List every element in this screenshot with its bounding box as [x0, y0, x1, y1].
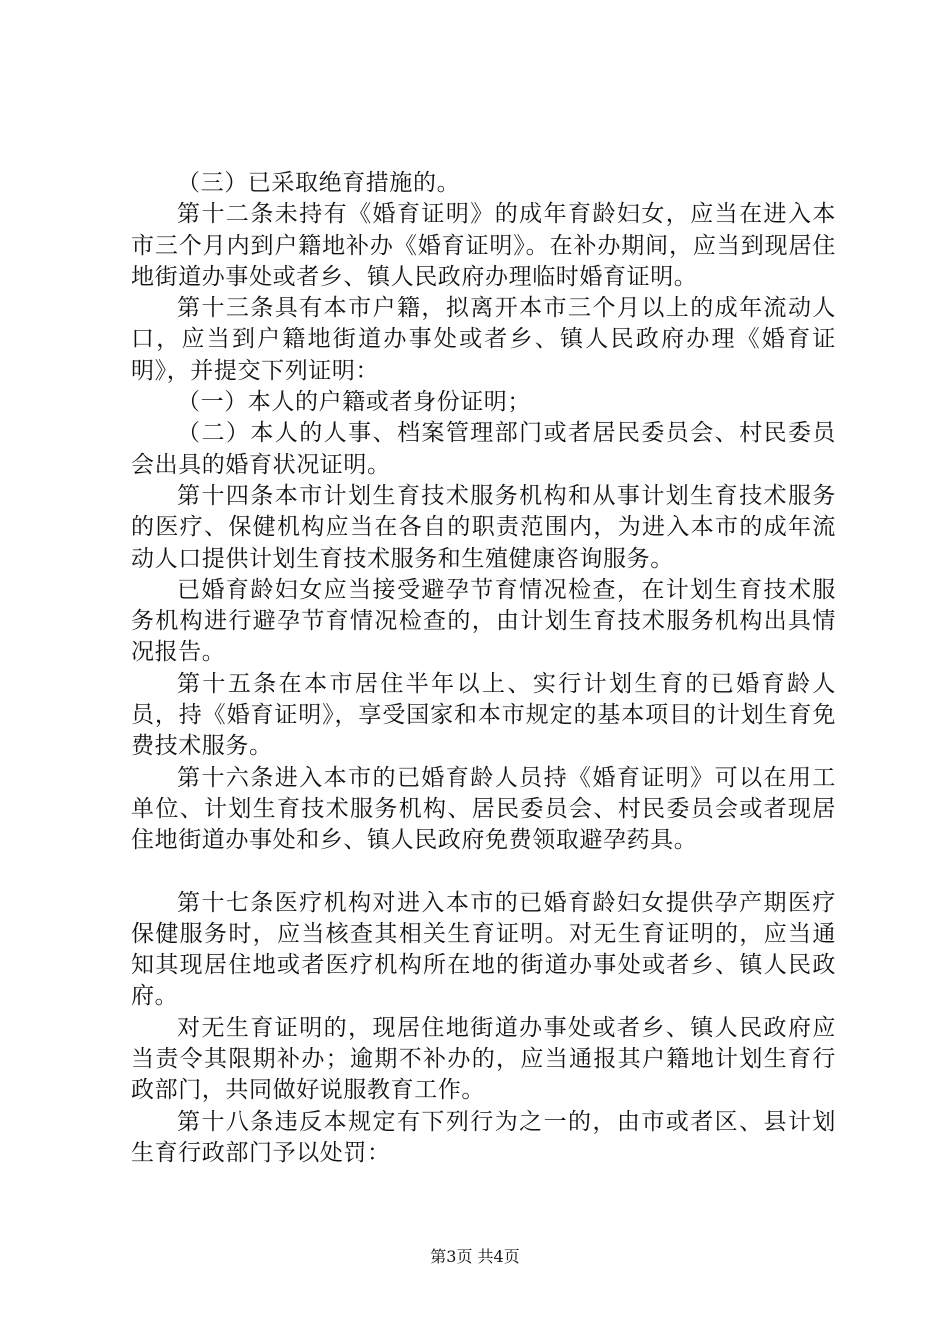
article-14: 第十四条本市计划生育技术服务机构和从事计划生育技术服务的医疗、保健机构应当在各自的职责范围内，为进入本市的成年流动人口提供计划生育技术服务和生殖健康咨询服务。 — [131, 482, 836, 572]
article-13-item-2: （二）本人的人事、档案管理部门或者居民委员会、村民委员会出具的婚育状况证明。 — [131, 420, 836, 478]
article-16: 第十六条进入本市的已婚育龄人员持《婚育证明》可以在用工单位、计划生育技术服务机构、居民委员会、村民委员会或者现居住地街道办事处和乡、镇人民政府免费领取避孕药具。 — [131, 764, 836, 854]
article-12: 第十二条未持有《婚育证明》的成年育龄妇女，应当在进入本市三个月内到户籍地补办《婚育证明》。在补办期间，应当到现居住地街道办事处或者乡、镇人民政府办理临时婚育证明。 — [131, 201, 836, 290]
page-footer: 第3页 共4页 — [430, 1247, 520, 1266]
document-body — [131, 168, 836, 1169]
article-17: 第十七条医疗机构对进入本市的已婚育龄妇女提供孕产期医疗保健服务时，应当核查其相关生育证明。对无生育证明的，应当通知其现居住地或者医疗机构所在地的街道办事处或者乡、镇人民政府。 — [131, 889, 836, 1010]
article-18: 第十八条违反本规定有下列行为之一的，由市或者区、县计划生育行政部门予以处罚： — [131, 1108, 836, 1166]
article-13-item-1: （一）本人的户籍或者身份证明； — [177, 389, 531, 416]
blank-line — [131, 857, 836, 888]
article-17-paragraph-2: 对无生育证明的，现居住地街道办事处或者乡、镇人民政府应当责令其限期补办；逾期不补办的，应当通报其户籍地计划生育行政部门，共同做好说服教育工作。 — [131, 1014, 836, 1104]
article-14-paragraph-2: 已婚育龄妇女应当接受避孕节育情况检查，在计划生育技术服务机构进行避孕节育情况检查的，由计划生育技术服务机构出具情况报告。 — [131, 576, 836, 666]
paragraph-item-3: （三）已采取绝育措施的。 — [177, 170, 461, 196]
article-13: 第十三条具有本市户籍，拟离开本市三个月以上的成年流动人口，应当到户籍地街道办事处或者乡、镇人民政府办理《婚育证明》，并提交下列证明： — [131, 295, 836, 384]
article-15: 第十五条在本市居住半年以上、实行计划生育的已婚育龄人员，持《婚育证明》，享受国家和本市规定的基本项目的计划生育免费技术服务。 — [131, 670, 836, 760]
